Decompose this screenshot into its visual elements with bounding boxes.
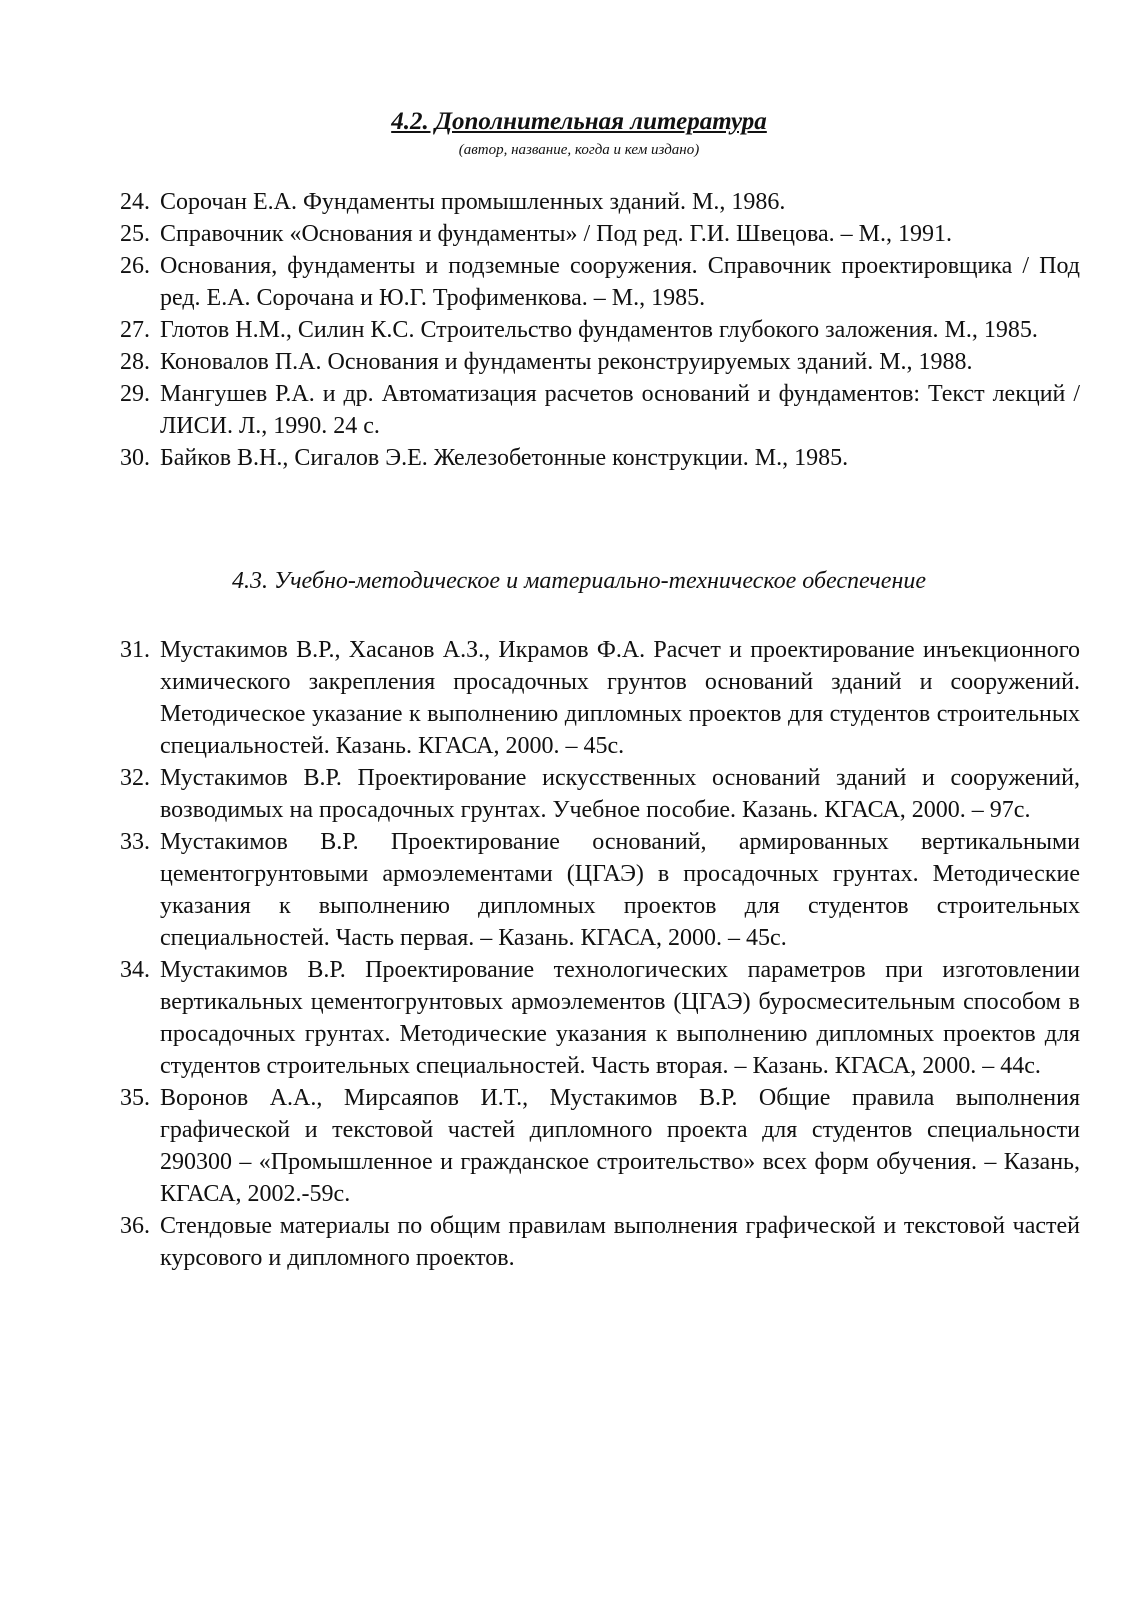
item-number: 33. <box>120 829 150 855</box>
list-item <box>120 762 1080 826</box>
item-text: Справочник «Основания и фундаменты» / Под ред. Г.И. Швецова. – М., 1991. <box>160 221 952 247</box>
item-text: Мустакимов В.Р., Хасанов А.З., Икрамов Ф.А. Расчет и проектирование инъекционного химического закрепления просадочных грунтов оснований зданий и сооружений. Методическое указание к выполнению дипломных проектов для студентов строительных специальностей. Казань. КГАСА, 2000. – 45с. <box>160 637 1080 759</box>
list-item <box>120 378 1080 442</box>
item-number: 36. <box>120 1213 150 1239</box>
list-item <box>120 250 1080 314</box>
list-item <box>120 634 1080 762</box>
item-number: 35. <box>120 1085 150 1111</box>
item-number: 24. <box>120 189 150 215</box>
additional-literature-list <box>120 186 1080 474</box>
methodical-support-list <box>120 634 1080 1274</box>
item-text: Стендовые материалы по общим правилам выполнения графической и текстовой частей курсового и дипломного проектов. <box>160 1213 1080 1271</box>
item-number: 34. <box>120 957 150 983</box>
item-text: Мустакимов В.Р. Проектирование технологических параметров при изготовлении вертикальных цементогрунтовых армоэлементов (ЦГАЭ) буросмесительным способом в просадочных грунтах. Методические указания к выполнению дипломных проектов для студентов строительных специальностей. Часть вторая. – Казань. КГАСА, 2000. – 44с. <box>160 957 1080 1079</box>
list-item <box>120 314 1080 346</box>
item-number: 26. <box>120 253 150 279</box>
list-item <box>120 442 1080 474</box>
item-text: Коновалов П.А. Основания и фундаменты реконструируемых зданий. М., 1988. <box>160 349 973 375</box>
item-text: Сорочан Е.А. Фундаменты промышленных зданий. М., 1986. <box>160 189 786 215</box>
section-title-methodical-support: 4.3. Учебно-методическое и материально-техническое обеспечение <box>231 568 927 594</box>
list-item <box>120 1082 1080 1210</box>
item-number: 31. <box>120 637 150 663</box>
item-text: Мустакимов В.Р. Проектирование оснований, армированных вертикальными цементогрунтовыми армоэлементами (ЦГАЭ) в просадочных грунтах. Методические указания к выполнению дипломных проектов для студентов строительных специальностей. Часть первая. – Казань. КГАСА, 2000. – 45с. <box>160 829 1080 951</box>
item-number: 29. <box>120 381 150 407</box>
item-number: 30. <box>120 445 150 471</box>
list-item <box>120 1210 1080 1274</box>
item-number: 28. <box>120 349 150 375</box>
item-text: Глотов Н.М., Силин К.С. Строительство фундаментов глубокого заложения. М., 1985. <box>160 317 1038 343</box>
section-subtitle-additional-literature: (автор, название, когда и кем издано) <box>458 142 700 158</box>
list-item <box>120 826 1080 954</box>
item-number: 32. <box>120 765 150 791</box>
list-item <box>120 954 1080 1082</box>
list-item <box>120 346 1080 378</box>
item-text: Байков В.Н., Сигалов Э.Е. Железобетонные конструкции. М., 1985. <box>160 445 849 471</box>
item-number: 25. <box>120 221 150 247</box>
item-number: 27. <box>120 317 150 343</box>
item-text: Мангушев Р.А. и др. Автоматизация расчетов оснований и фундаментов: Текст лекций / ЛИСИ. Л., 1990. 24 с. <box>160 381 1080 439</box>
list-item <box>120 186 1080 218</box>
item-text: Воронов А.А., Мирсаяпов И.Т., Мустакимов В.Р. Общие правила выполнения графической и текстовой частей дипломного проекта для студентов специальности 290300 – «Промышленное и гражданское строительство» всех форм обучения. – Казань, КГАСА, 2002.-59с. <box>160 1085 1080 1207</box>
list-item <box>120 218 1080 250</box>
item-text: Основания, фундаменты и подземные сооружения. Справочник проектировщика / Под ред. Е.А. Сорочана и Ю.Г. Трофименкова. – М., 1985. <box>160 253 1080 311</box>
item-text: Мустакимов В.Р. Проектирование искусственных оснований зданий и сооружений, возводимых на просадочных грунтах. Учебное пособие. Казань. КГАСА, 2000. – 97с. <box>160 765 1080 823</box>
section-title-additional-literature: 4.2. Дополнительная литература <box>391 108 767 135</box>
